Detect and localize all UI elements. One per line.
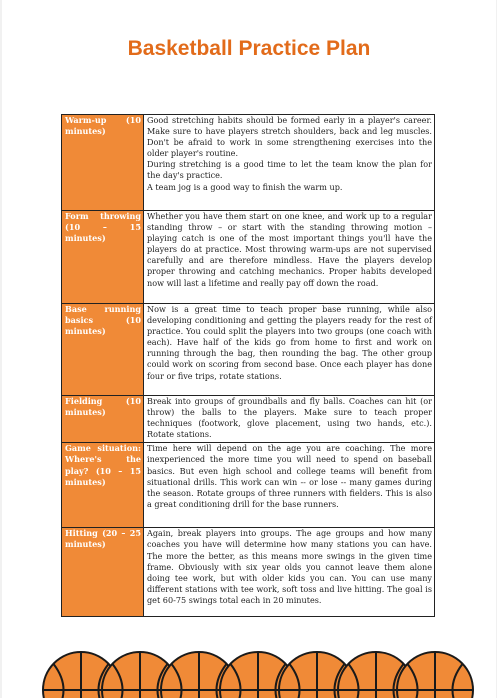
plan-row	[62, 528, 435, 617]
practice-plan-table	[61, 114, 435, 617]
drill-description	[144, 443, 435, 528]
plan-row	[62, 443, 435, 528]
description-paragraph: Break into groups of groundballs and fly balls. Coaches can hit (or throw) the balls to the players. Make sure to teach proper techniques (footwork, glove placement, using two hands, etc.). Rotate stations.	[147, 396, 432, 440]
drill-description	[144, 115, 435, 211]
basketball-icon	[220, 652, 296, 698]
description-paragraph: Whether you have them start on one knee, and work up to a regular standing throw – or start with the standing throwing motion – playing catch is one of the most important things you'll have the players do at practice. Most throwing warm-ups are not supervised carefully and are therefore mindless. Have the players develop proper throwing and catching mechanics. Proper habits developed now will last a lifetime and really pay off down the road.	[147, 211, 432, 288]
drill-label: Base running basics (10 minutes)	[62, 304, 144, 396]
description-paragraph: Now is a great time to teach proper base running, while also developing conditioning and getting the players ready for the rest of practice. You could split the players into two groups (one coach with each). Have half of the kids go from home to first and work on running through the bag, then rounding the bag. The other group could work on scoring from second base. Once each player has done four or five trips, rotate stations.	[147, 304, 432, 381]
drill-label: Form throwing (10 – 15 minutes)	[62, 211, 144, 304]
drill-label: Hitting (20 – 25 minutes)	[62, 528, 144, 617]
basketball-icon	[43, 652, 119, 698]
drill-description	[144, 304, 435, 396]
description-paragraph: Again, break players into groups. The age groups and how many coaches you have will determine how many stations you can have. The more the better, as this means more swings in the given time frame. Obviously with six year olds you cannot leave them alone doing tee work, but with older kids you can. You can use many different stations with tee work, soft toss and live hitting. The goal is get 60-75 swings total each in 20 minutes.	[147, 528, 432, 605]
plan-table-body	[62, 115, 435, 617]
drill-label: Warm-up (10 minutes)	[62, 115, 144, 211]
plan-row	[62, 304, 435, 396]
drill-description	[144, 396, 435, 443]
description-paragraph: Good stretching habits should be formed early in a player's career. Make sure to have players stretch shoulders, back and leg muscles. Don't be afraid to work in some strengthening exercises into the older player's routine.	[147, 115, 432, 159]
plan-row	[62, 211, 435, 304]
drill-label: Game situation: Where's the play? (10 – 15 minutes)	[62, 443, 144, 528]
description-paragraph: Time here will depend on the age you are coaching. The more inexperienced the more time you will need to spend on baseball basics. But even high school and college teams will benefit from situational drills. This work can win -- or lose -- many games during the season. Rotate groups of three runners with fielders. This is also a great conditioning drill for the base runners.	[147, 443, 432, 509]
basketball-icon	[279, 652, 355, 698]
document-page	[2, 0, 496, 698]
page-title: Basketball Practice Plan	[127, 37, 371, 60]
basketball-icon	[397, 652, 473, 698]
drill-label: Fielding (10 minutes)	[62, 396, 144, 443]
drill-description	[144, 211, 435, 304]
description-paragraph: During stretching is a good time to let the team know the plan for the day's practice.	[147, 159, 432, 181]
basketball-icon	[338, 652, 414, 698]
basketball-icon	[102, 652, 178, 698]
description-paragraph: A team jog is a good way to finish the warm up.	[147, 181, 343, 192]
drill-description	[144, 528, 435, 617]
basketball-icon	[161, 652, 237, 698]
plan-row	[62, 115, 435, 211]
plan-row	[62, 396, 435, 443]
